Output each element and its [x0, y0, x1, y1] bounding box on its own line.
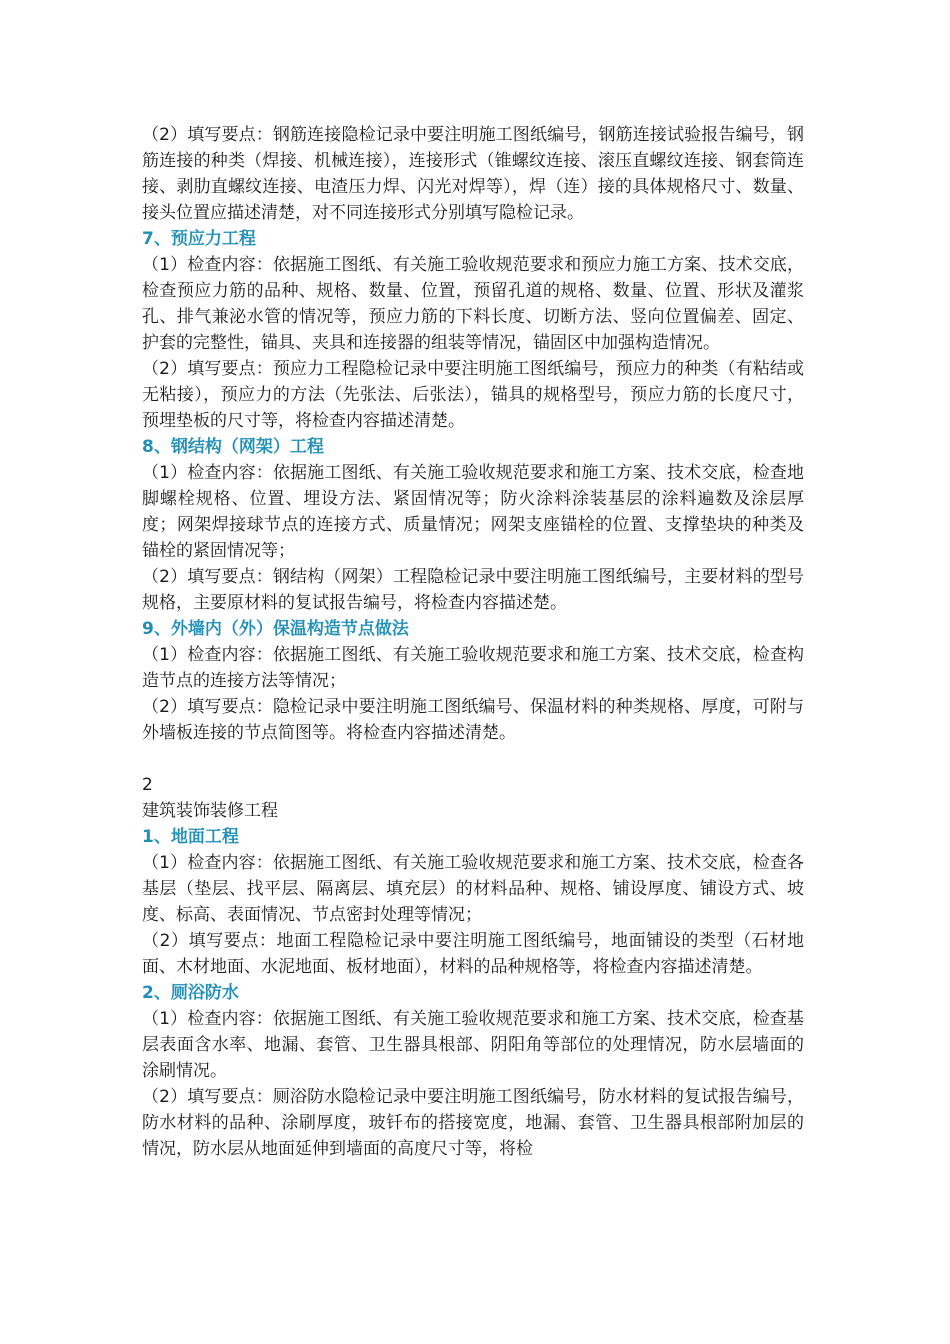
floor-fill-paragraph: （2）填写要点：地面工程隐检记录中要注明施工图纸编号，地面铺设的类型（石材地面、木材地面、水泥地面、板材地面），材料的品种规格等，将检查内容描述清楚。	[142, 931, 804, 977]
rebar-fill-paragraph: （2）填写要点：钢筋连接隐检记录中要注明施工图纸编号，钢筋连接试验报告编号，钢筋连接的种类（焊接、机械连接），连接形式（锥螺纹连接、滚压直螺纹连接、钢套筒连接、剥肋直螺纹连接、电渣压力焊、闪光对焊等），焊（连）接的具体规格尺寸、数量、接头位置应描述清楚，对不同连接形式分别填写隐检记录。	[142, 125, 804, 223]
insulation-fill-paragraph: （2）填写要点：隐检记录中要注明施工图纸编号、保温材料的种类规格、厚度，可附与外墙板连接的节点简图等。将检查内容描述清楚。	[142, 697, 804, 743]
heading-bathroom-waterproof: 2、厕浴防水	[142, 983, 239, 1003]
waterproof-fill-paragraph: （2）填写要点：厕浴防水隐检记录中要注明施工图纸编号，防水材料的复试报告编号，防水材料的品种、涂刷厚度，玻钎布的搭接宽度，地漏、套管、卫生器具根部附加层的情况，防水层从地面延伸到墙面的高度尺寸等，将检	[142, 1087, 804, 1159]
heading-prestress: 7、预应力工程	[142, 229, 256, 249]
steel-check-paragraph: （1）检查内容：依据施工图纸、有关施工验收规范要求和施工方案、技术交底，检查地脚螺栓规格、位置、埋设方法、紧固情况等；防火涂料涂装基层的涂料遍数及涂层厚度；网架焊接球节点的连接方式、质量情况；网架支座锚栓的位置、支撑垫块的种类及锚栓的紧固情况等；	[142, 463, 804, 561]
heading-floor: 1、地面工程	[142, 827, 239, 847]
prestress-check-paragraph: （1）检查内容：依据施工图纸、有关施工验收规范要求和预应力施工方案、技术交底，检查预应力筋的品种、规格、数量、位置，预留孔道的规格、数量、位置、形状及灌浆孔、排气兼泌水管的情况等，预应力筋的下料长度、切断方法、竖向位置偏差、固定、护套的完整性，锚具、夹具和连接器的组装等情况，锚固区中加强构造情况。	[142, 255, 804, 353]
section-number: 2	[142, 775, 153, 795]
waterproof-check-paragraph: （1）检查内容：依据施工图纸、有关施工验收规范要求和施工方案、技术交底，检查基层表面含水率、地漏、套管、卫生器具根部、阴阳角等部位的处理情况，防水层墙面的涂刷情况。	[142, 1009, 804, 1081]
heading-steel-structure: 8、钢结构（网架）工程	[142, 437, 324, 457]
floor-check-paragraph: （1）检查内容：依据施工图纸、有关施工验收规范要求和施工方案、技术交底，检查各基层（垫层、找平层、隔离层、填充层）的材料品种、规格、铺设厚度、铺设方式、坡度、标高、表面情况、节点密封处理等情况；	[142, 853, 804, 925]
document-page	[142, 122, 804, 1162]
insulation-check-paragraph: （1）检查内容：依据施工图纸、有关施工验收规范要求和施工方案、技术交底，检查构造节点的连接方法等情况；	[142, 645, 804, 691]
section-title: 建筑装饰装修工程	[142, 801, 278, 821]
section-spacer	[142, 746, 804, 772]
prestress-fill-paragraph: （2）填写要点：预应力工程隐检记录中要注明施工图纸编号，预应力的种类（有粘结或无粘接），预应力的方法（先张法、后张法），锚具的规格型号，预应力筋的长度尺寸，预埋垫板的尺寸等，将检查内容描述清楚。	[142, 359, 804, 431]
heading-wall-insulation: 9、外墙内（外）保温构造节点做法	[142, 619, 409, 639]
steel-fill-paragraph: （2）填写要点：钢结构（网架）工程隐检记录中要注明施工图纸编号，主要材料的型号规格，主要原材料的复试报告编号，将检查内容描述楚。	[142, 567, 804, 613]
